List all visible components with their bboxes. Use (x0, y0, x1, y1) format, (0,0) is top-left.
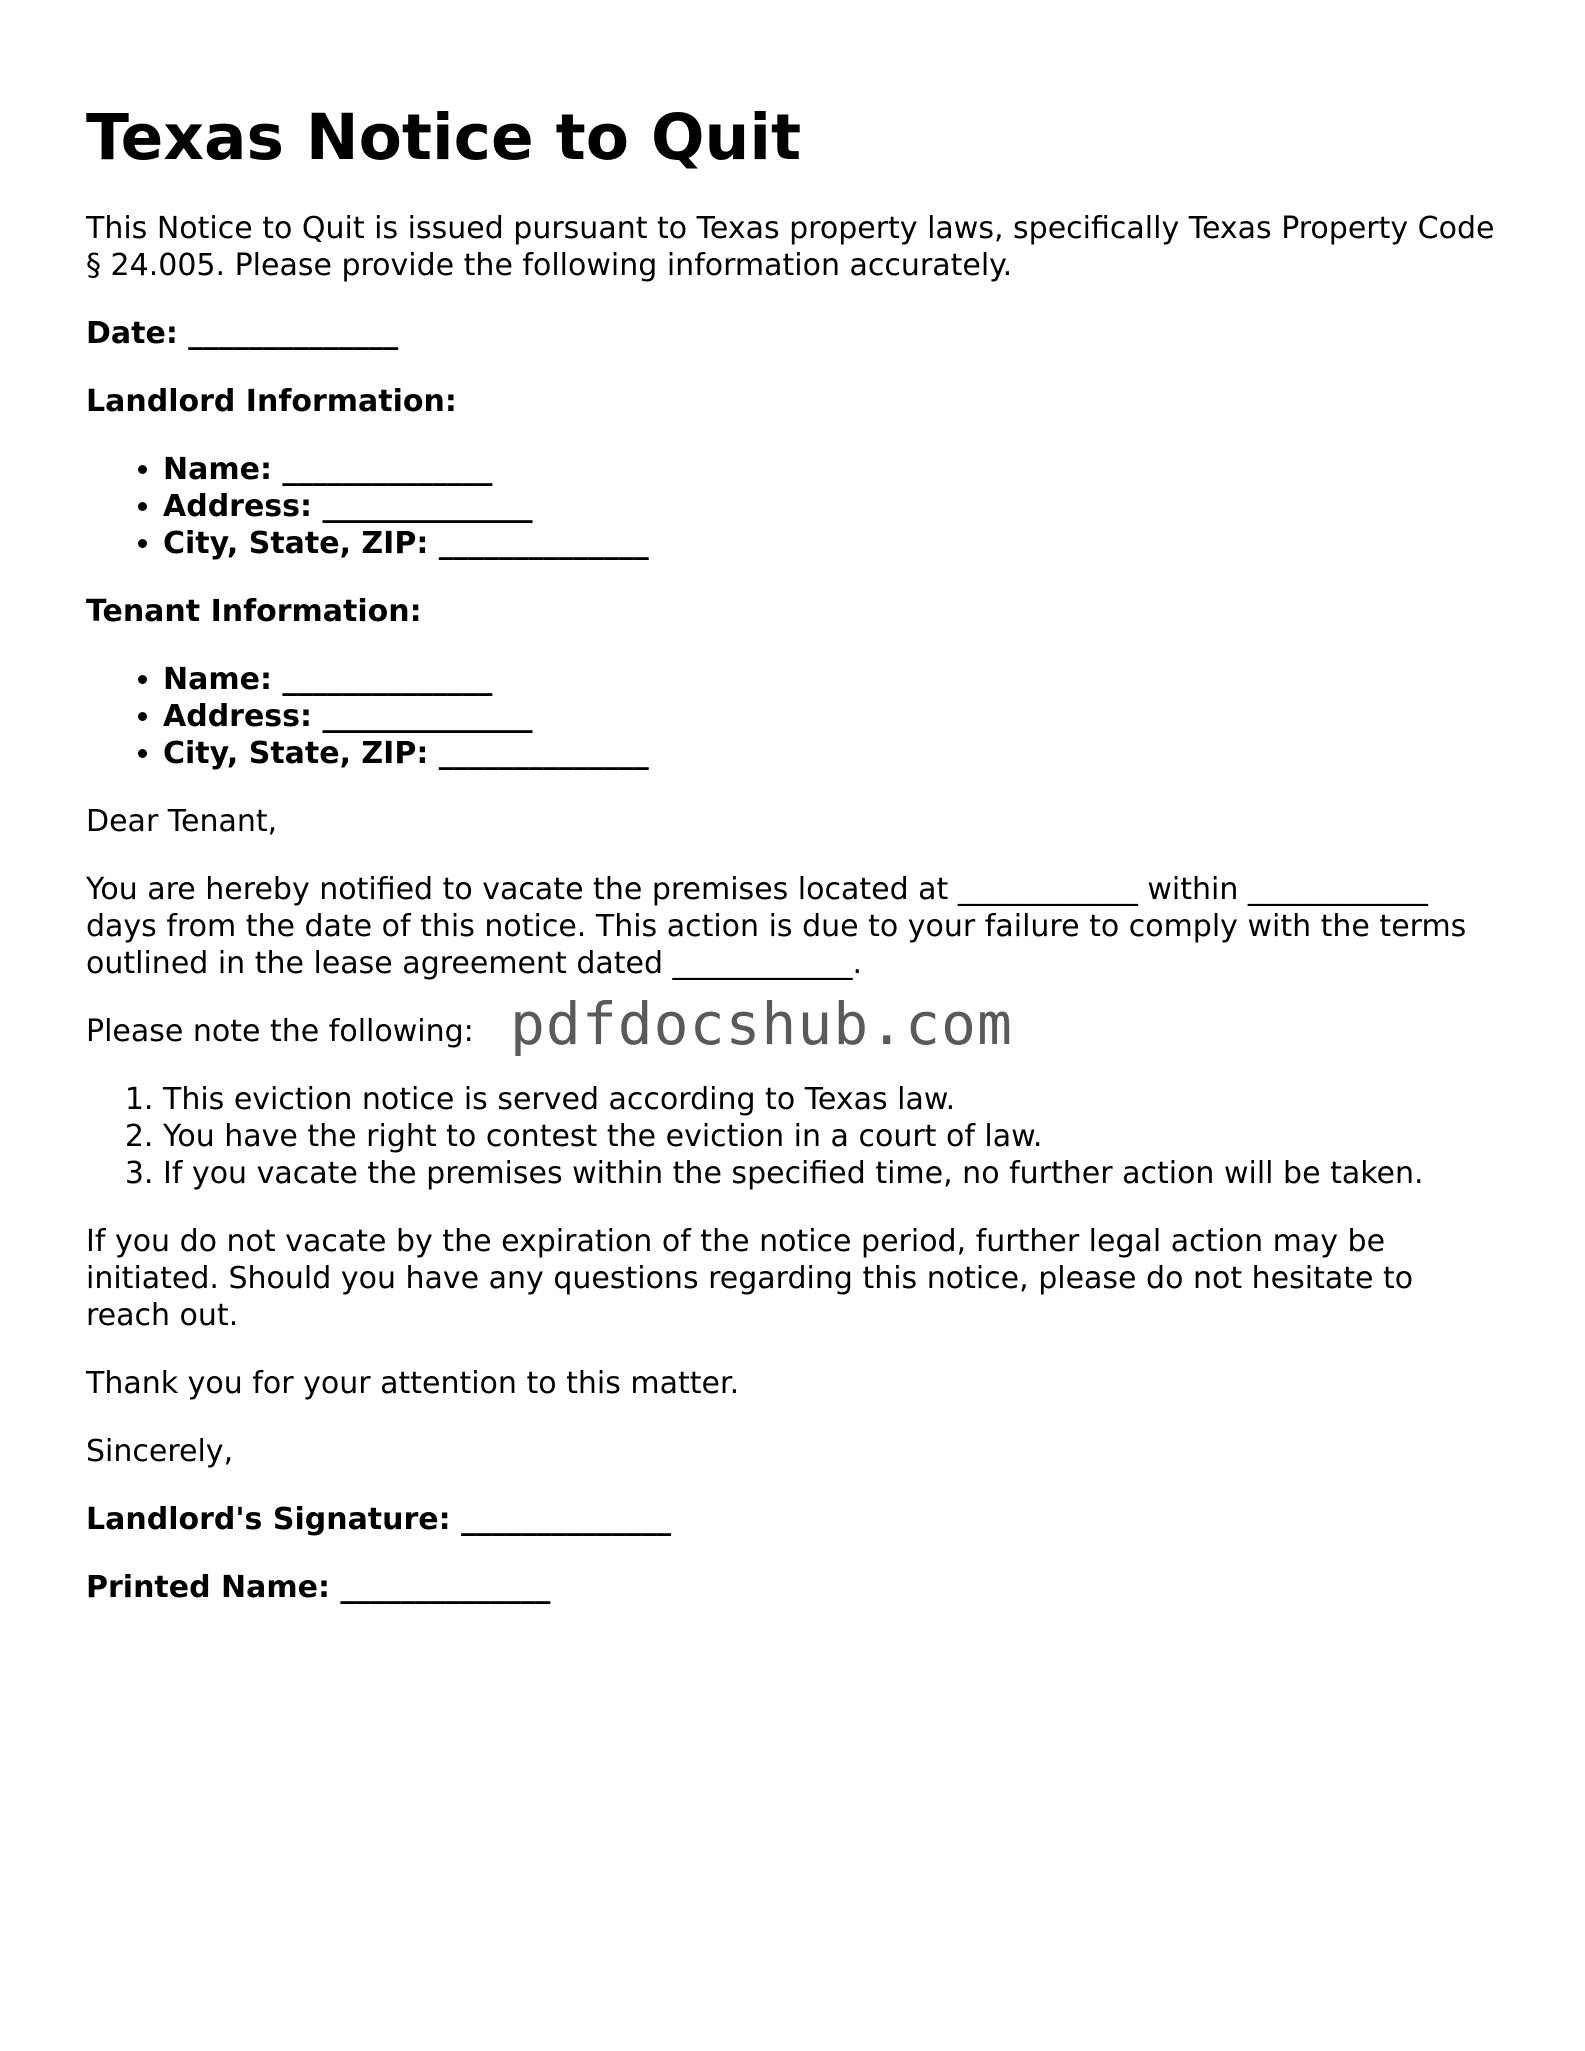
closing-paragraph: If you do not vacate by the expiration of the notice period, further legal action may be initiated. Should you have any questions regarding this notice, please do not hesitate to reach out. (86, 1224, 1414, 1333)
tenant-heading: Tenant Information: (86, 594, 422, 629)
note-item: 1. This eviction notice is served according to Texas law. (163, 1081, 1506, 1118)
thanks-line: Thank you for your attention to this matter. (86, 1366, 740, 1401)
date-field-line: Date: ______________ (86, 316, 399, 351)
landlord-info-list (86, 451, 1506, 562)
landlord-name-field: • Name: ______________ (163, 451, 1506, 488)
tenant-info-list (86, 661, 1506, 772)
note-item: 2. You have the right to contest the eviction in a court of law. (163, 1118, 1506, 1155)
intro-paragraph: This Notice to Quit is issued pursuant to Texas property laws, specifically Texas Property Code § 24.005. Please provide the following information accurately. (86, 211, 1495, 283)
tenant-name-field: • Name: ______________ (163, 661, 1506, 698)
note-intro: Please note the following: (86, 1014, 474, 1049)
salutation: Dear Tenant, (86, 804, 278, 839)
notice-body-paragraph: You are hereby notified to vacate the premises located at ____________ within ____________ days from the date of this notice. This action is due to your failure to comply with the terms outlined in the lease agreement dated ____________. (86, 872, 1467, 981)
note-item: 3. If you vacate the premises within the specified time, no further action will be taken. (163, 1155, 1506, 1192)
tenant-city-state-zip-field: • City, State, ZIP: ______________ (163, 735, 1506, 772)
document-title: Texas Notice to Quit (86, 101, 802, 174)
landlord-city-state-zip-field: • City, State, ZIP: ______________ (163, 525, 1506, 562)
notes-list (86, 1081, 1506, 1192)
tenant-address-field: • Address: ______________ (163, 698, 1506, 735)
signature-field-line: Landlord's Signature: ______________ (86, 1502, 672, 1537)
watermark: pdfdocshub.com (510, 990, 1013, 1058)
landlord-heading: Landlord Information: (86, 384, 457, 419)
landlord-address-field: • Address: ______________ (163, 488, 1506, 525)
signoff: Sincerely, (86, 1434, 234, 1469)
document-page (86, 100, 1506, 1637)
printed-name-field-line: Printed Name: ______________ (86, 1570, 551, 1605)
